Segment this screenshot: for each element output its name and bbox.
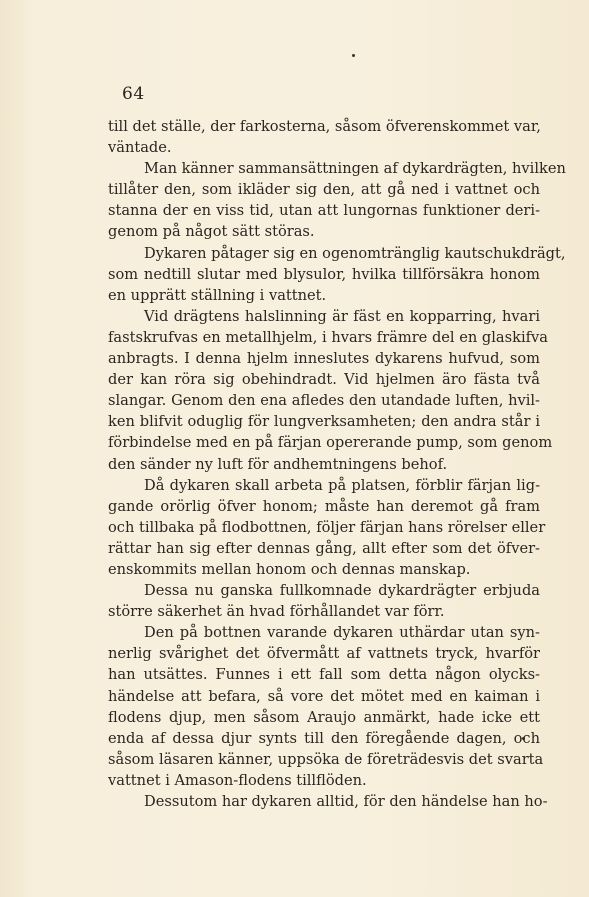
- text-line: genom på något sätt störas.: [108, 223, 315, 241]
- text-line: händelse att befara, så vore det mötet med en kaiman i: [108, 687, 540, 705]
- text-line: väntade.: [108, 139, 172, 157]
- text-line: slangar. Genom den ena afledes den utandade luften, hvil-: [108, 392, 540, 410]
- text-line: Den på bottnen varande dykaren uthärdar utan syn-: [144, 624, 540, 642]
- text-line: gande orörlig öfver honom; måste han deremot gå fram: [108, 497, 540, 515]
- text-line: tillåter den, som ikläder sig den, att gå ned i vattnet och: [108, 181, 540, 199]
- text-line: och tillbaka på flodbottnen, följer färjan hans rörelser eller: [108, 518, 546, 536]
- text-line: förbindelse med en på färjan opererande pump, som genom: [108, 434, 553, 452]
- text-line: Man känner sammansättningen af dykardrägten, hvilken: [144, 160, 566, 178]
- text-line: vattnet i Amason-flodens tillflöden.: [108, 771, 367, 789]
- text-line: som nedtill slutar med blysulor, hvilka tillförsäkra honom: [108, 265, 540, 283]
- text-line: anbragts. I denna hjelm inneslutes dykarens hufvud, som: [108, 350, 540, 368]
- text-line: Vid drägtens halslinning är fäst en kopparring, hvari: [144, 307, 540, 325]
- text-line: enskommits mellan honom och dennas manskap.: [108, 560, 471, 578]
- text-line: Dessutom har dykaren alltid, för den händelse han ho-: [144, 793, 548, 810]
- text-line: ken blifvit oduglig för lungverksamheten; den andra står i: [108, 413, 540, 431]
- text-line: till det ställe, der farkosterna, såsom öfverenskommet var,: [108, 118, 541, 135]
- text-line: stanna der en viss tid, utan att lungornas funktioner deri-: [108, 202, 540, 220]
- text-line: flodens djup, men såsom Araujo anmärkt, hade icke ett: [108, 708, 540, 726]
- body-text: [108, 116, 566, 812]
- text-line: den sänder ny luft för andhemtningens behof.: [108, 455, 448, 473]
- text-line: Dessa nu ganska fullkomnade dykardrägter erbjuda: [144, 582, 540, 600]
- text-line: nerlig svårighet det öfvermått af vattnets tryck, hvarför: [108, 645, 540, 663]
- text-line: en upprätt ställning i vattnet.: [108, 286, 327, 304]
- text-line: fastskrufvas en metallhjelm, i hvars främre del en glaskifva: [108, 328, 548, 346]
- page-number: 64: [122, 84, 145, 104]
- text-line: såsom läsaren känner, uppsöka de företrädesvis det svarta: [108, 750, 544, 768]
- text-line: enda af dessa djur synts till den föregående dagen, och: [108, 729, 540, 747]
- text-line: der kan röra sig obehindradt. Vid hjelmen äro fästa två: [108, 371, 540, 389]
- text-line: rättar han sig efter dennas gång, allt efter som det öfver-: [108, 539, 540, 557]
- text-line: Då dykaren skall arbeta på platsen, förblir färjan lig-: [144, 476, 540, 494]
- ink-speck: [352, 54, 355, 57]
- text-line: Dykaren påtager sig en ogenomtränglig kautschukdrägt,: [144, 244, 566, 262]
- text-line: han utsättes. Funnes i ett fall som detta någon olycks-: [108, 666, 540, 684]
- text-line: större säkerhet än hvad förhållandet var förr.: [108, 603, 445, 621]
